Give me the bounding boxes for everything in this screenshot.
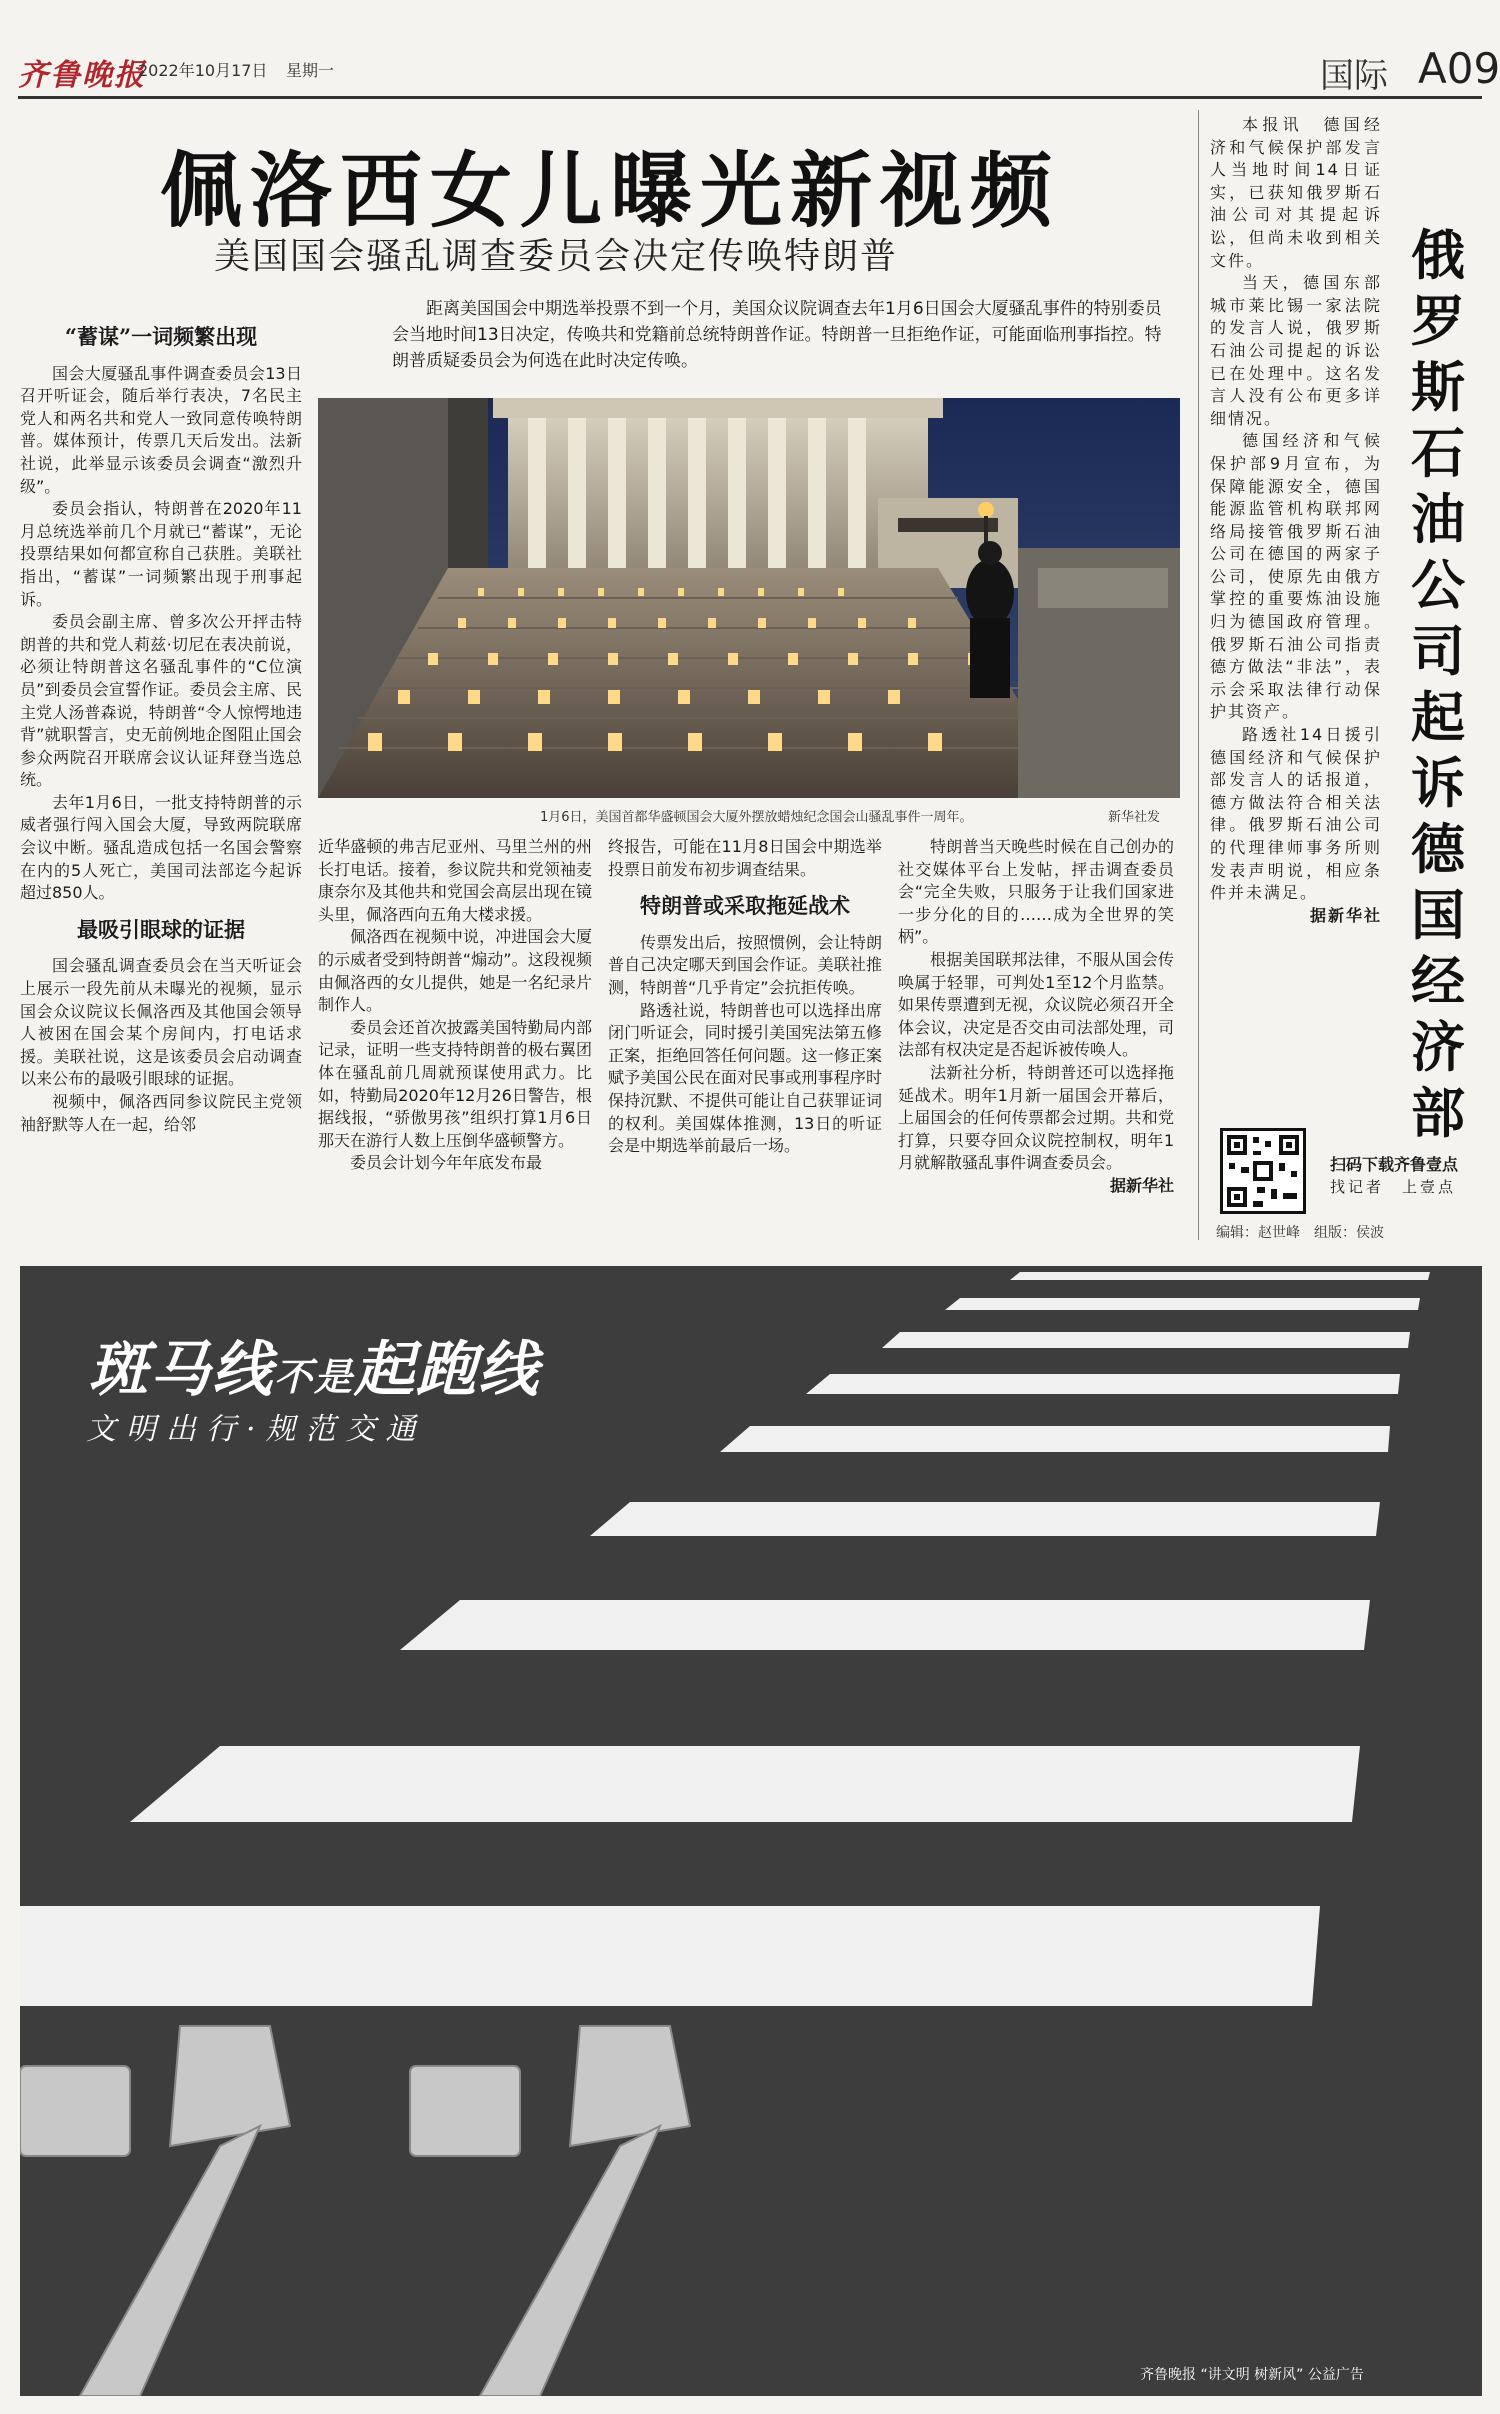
paragraph: 佩洛西在视频中说，冲进国会大厦的示威者受到特朗普“煽动”。这段视频由佩洛西的女儿提供，她是一名纪录片制作人。 xyxy=(318,927,592,1015)
side-story-body xyxy=(1210,114,1382,927)
qr-code[interactable] xyxy=(1220,1128,1306,1214)
paragraph: 委员会指认，特朗普在2020年11月总统选举前几个月就已“蓄谋”，无论投票结果如何都宣称自己获胜。美联社指出，“蓄谋”一词频繁出现于刑事起诉。 xyxy=(20,499,302,609)
section-heading: 特朗普或采取拖延战术 xyxy=(640,893,850,919)
paragraph: 路透社14日援引德国经济和气候保护部发言人的话报道，德方做法符合相关法律。俄罗斯石油公司的代理律师事务所则发表声明说，相应条件并未满足。 xyxy=(1210,725,1382,903)
section-heading: “蓄谋”一词频繁出现 xyxy=(64,324,258,349)
masthead-rule xyxy=(18,96,1482,99)
paragraph: 德国经济和气候保护部9月宣布，为保障能源安全，德国能源监管机构联邦网络局接管俄罗斯石油公司在德国的两家子公司，使原先由俄方掌控的重要炼油设施归为德国政府管理。俄罗斯石油公司指责德方做法“非法”，表示会采取法律行动保护其资产。 xyxy=(1210,431,1382,722)
photo-caption: 1月6日，美国首都华盛顿国会大厦外摆放蜡烛纪念国会山骚乱事件一周年。 xyxy=(540,810,973,825)
paragraph: 当天，德国东部城市莱比锡一家法院的发言人说，俄罗斯石油公司提起的诉讼已在处理中。这名发言人没有公布更多详细情况。 xyxy=(1210,273,1382,428)
public-service-ad xyxy=(20,1266,1482,2396)
photo-credit: 新华社发 xyxy=(1108,810,1161,825)
paragraph: 去年1月6日，一批支持特朗普的示威者强行闯入国会大厦，导致两院联席会议中断。骚乱造成包括一名国会警察在内的5人死亡，美国司法部迄今起诉超过850人。 xyxy=(20,792,302,903)
paragraph: 本报讯 德国经济和气候保护部发言人当地时间14日证实，已获知俄罗斯石油公司对其提起诉讼，但尚未收到相关文件。 xyxy=(1210,115,1382,270)
qr-title: 扫码下载齐鲁壹点 xyxy=(1330,1155,1459,1174)
main-headline: 佩洛西女儿曝光新视频 xyxy=(160,143,1061,239)
article-column-4 xyxy=(898,836,1174,1198)
ad-title-part: 不是 xyxy=(274,1354,355,1399)
article-column-2 xyxy=(318,836,592,1175)
article-column-1 xyxy=(20,326,302,1136)
paper-weekday: 星期一 xyxy=(286,61,335,80)
paragraph: 委员会副主席、曾多次公开抨击特朗普的共和党人莉兹·切尼在表决前说，必须让特朗普这名骚乱事件的“C位演员”到委员会宣誓作证。委员会主席、民主党人汤普森说，特朗普“令人惊愕地违背”就职誓言，史无前例地企图阻止国会参众两院召开联席会议认证拜登当选总统。 xyxy=(20,612,302,790)
ad-footer: 齐鲁晚报 “讲文明 树新风” 公益广告 xyxy=(1140,2367,1364,2383)
column-divider xyxy=(1198,110,1199,1240)
article-column-3 xyxy=(608,836,882,1158)
main-subhead: 美国国会骚乱调查委员会决定传唤特朗普 xyxy=(214,236,899,277)
paragraph: 国会大厦骚乱事件调查委员会13日召开听证会，随后举行表决，7名民主党人和两名共和党人一致同意传唤特朗普。媒体预计，传票几天后发出。法新社说，此举显示该委员会调查“激烈升级”。 xyxy=(20,363,302,496)
ad-title-part: 起跑线 xyxy=(354,1335,541,1405)
paragraph: 委员会计划今年年底发布最 xyxy=(350,1153,543,1173)
paragraph: 国会骚乱调查委员会在当天听证会上展示一段先前从未曝光的视频，显示国会众议院议长佩洛西及其他国会领导人被困在国会某个房间内，打电话求援。美联社说，这是该委员会启动调查以来公布的最吸引眼球的证据。 xyxy=(20,956,302,1089)
paragraph: 近华盛顿的弗吉尼亚州、马里兰州的州长打电话。接着，参议院共和党领袖麦康奈尔及其他共和党国会高层出现在镜头里，佩洛西向五角大楼求援。 xyxy=(318,837,592,924)
ad-title-part: 斑马线 xyxy=(88,1335,274,1405)
qr-pattern-icon xyxy=(1223,1131,1303,1211)
lead-paragraph: 距离美国国会中期选举投票不到一个月，美国众议院调查去年1月6日国会大厦骚乱事件的特别委员会当地时间13日决定，传唤共和党籍前总统特朗普作证。特朗普一旦拒绝作证，可能面临刑事指控。特朗普质疑委员会为何选在此时决定传唤。 xyxy=(392,299,1162,371)
article-credit: 据新华社 xyxy=(1109,1175,1174,1195)
page-number: A09 xyxy=(1418,44,1500,93)
paper-name: 齐鲁晚报 xyxy=(18,58,146,93)
paragraph: 传票发出后，按照惯例，会让特朗普自己决定哪天到国会作证。美联社推测，特朗普“几乎肯定”会抗拒传唤。 xyxy=(608,932,882,997)
paragraph: 视频中，佩洛西同参议院民主党领袖舒默等人在一起，给邻 xyxy=(20,1092,302,1134)
qr-subtitle: 找记者 上壹点 xyxy=(1330,1178,1457,1196)
section-heading: 最吸引眼球的证据 xyxy=(77,916,245,942)
section-name: 国际 xyxy=(1320,56,1388,96)
paragraph: 终报告，可能在11月8日国会中期选举投票日前发布初步调查结果。 xyxy=(608,837,882,879)
paragraph: 特朗普当天晚些时候在自己创办的社交媒体平台上发帖，抨击调查委员会“完全失败，只服务于让我们国家进一步分化的目的……成为全世界的笑柄”。 xyxy=(898,837,1174,947)
masthead xyxy=(18,44,1500,96)
side-story-title: 俄罗斯石油公司起诉德国经济部 xyxy=(1411,223,1465,1145)
article-credit: 据新华社 xyxy=(1309,905,1382,925)
paragraph: 根据美国联邦法律，不服从国会传唤属于轻罪，可判处1至12个月监禁。如果传票遭到无视，众议院必须召开全体会议，决定是否交由司法部处理，司法部有权决定是否起诉被传唤人。 xyxy=(898,949,1174,1060)
editor-credits: 编辑：赵世峰 组版：侯波 xyxy=(1216,1225,1384,1241)
capitol-night-photo xyxy=(318,398,1180,798)
paragraph: 路透社说，特朗普也可以选择出席闭门听证会，同时援引美国宪法第五修正案，拒绝回答任何问题。这一修正案赋予美国公民在面对民事或刑事程序时保持沉默、不提供可能让自己获罪证词的权利。美国媒体推测，13日的听证会是中期选举前最后一场。 xyxy=(608,1000,882,1156)
paragraph: 委员会还首次披露美国特勤局内部记录，证明一些支持特朗普的极右翼团体在骚乱前几周就预谋使用武力。比如，特勤局2020年12月26日警告，根据线报，“骄傲男孩”组织打算1月6日那天在游行人数上压倒华盛顿警方。 xyxy=(318,1017,592,1150)
ad-slogan: 文明出行·规范交通 xyxy=(86,1412,426,1447)
paper-date: 2022年10月17日 xyxy=(138,61,268,80)
paragraph: 法新社分析，特朗普还可以选择拖延战术。明年1月新一届国会开幕后，上届国会的任何传票都会过期。共和党打算，只要夺回众议院控制权，明年1月就解散骚乱事件调查委员会。 xyxy=(898,1062,1174,1173)
capitol-illustration xyxy=(318,398,1180,798)
ad-title xyxy=(88,1322,540,1408)
